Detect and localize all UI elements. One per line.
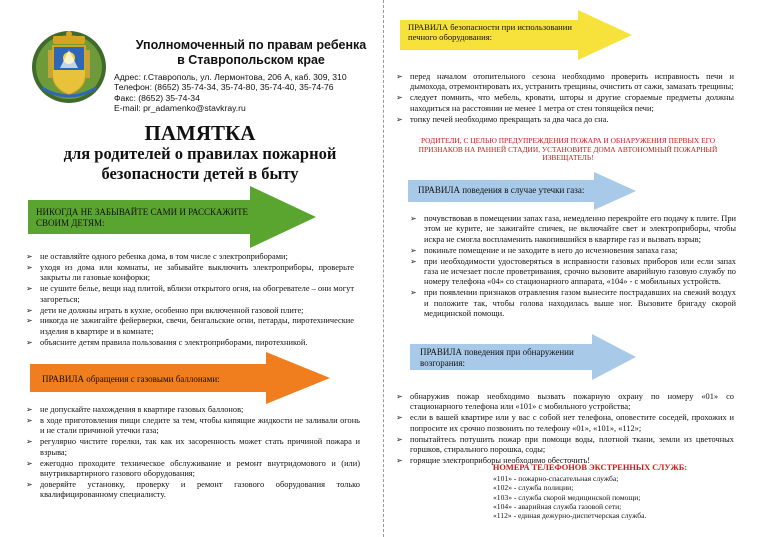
list-item: ➢ если в вашей квартире или у вас с собой нет телефона, оповестите соседей, прохожих и попросите их срочно позвонить по телефону «01», «101», «112»; (396, 413, 734, 434)
memo-subtitle-line2: безопасности детей в быту (101, 164, 299, 183)
contact-block (114, 72, 382, 114)
phone-item: «101» - пожарно-спасательная служба; (493, 474, 619, 483)
section-heading-gas-leak: ПРАВИЛА поведения в случае утечки газа: (418, 185, 585, 195)
emergency-phones-list (493, 474, 723, 520)
list-item: ➢ горящие электроприборы необходимо обесточить! (396, 456, 734, 466)
section-heading-fire: ПРАВИЛА поведения при обнаружении возгорания: (420, 347, 574, 368)
list-item: ➢ дети не должны играть в кухне, особенно при включенной газовой плите; (26, 306, 354, 316)
smoke-detector-warning: РОДИТЕЛИ, С ЦЕЛЬЮ ПРЕДУПРЕЖДЕНИЯ ПОЖАРА И ОБНАРУЖЕНИЯ ПЕРВЫХ ЕГО ПРИЗНАКОВ НА РАННЕЙ СТАДИИ, УСТАНОВИТЕ ДОМА АВТОНОМНЫЙ ПОЖАРНЫЙ ИЗВЕЩАТЕЛЬ! (418, 136, 718, 163)
list-item: ➢ объясните детям правила пользования с электроприборами, пиротехникой. (26, 338, 354, 348)
phone-item: «112» - единая дежурно-диспетчерская служба. (493, 511, 647, 521)
phone-item: «103» - служба скорой медицинской помощи; (493, 492, 641, 502)
list-item: ➢ перед началом отопительного сезона необходимо проверить исправность печи и дымохода, отремонтировать их, устранить трещины, очистить от сажи, замазать трещины; (396, 72, 734, 93)
org-title-line1: Уполномоченный по правам ребенка (135, 38, 367, 52)
list-item: ➢ следует помнить, что мебель, кровати, шторы и другие сгораемые предметы должны находиться на расстоянии не менее 1 метра от стен топящейся печи; (396, 93, 734, 114)
fold-divider (383, 0, 384, 537)
fire-list (396, 392, 734, 467)
list-item: ➢ ежегодно проходите техническое обслуживание и ремонт внутридомового и (или) внутриквартирного газового оборудования; (26, 459, 360, 480)
section-heading-never-forget: НИКОГДА НЕ ЗАБЫВАЙТЕ САМИ И РАССКАЖИТЕ СВОИМ ДЕТЯМ: (36, 207, 249, 228)
fax: Факс: (8652) 35-74-34 (114, 92, 200, 103)
gas-leak-list (410, 214, 736, 320)
list-item: ➢ топку печей необходимо прекращать за два часа до сна. (396, 115, 734, 125)
list-item: ➢ покиньте помещение и не заходите в него до исчезновения запаха газа; (410, 246, 736, 256)
phone-item: «102» - служба полиции; (493, 483, 574, 493)
list-item: ➢ доверяйте установку, проверку и ремонт газового оборудования только квалифицированному специалисту. (26, 480, 360, 501)
list-item: ➢ никогда не зажигайте фейерверки, свечи, бенгальские огни, петарды, пиротехнические изделия в квартире и в комнате; (26, 316, 354, 337)
list-item: ➢ уходя из дома или комнаты, не забывайте выключить электроприборы, проверьте закрыты ли газовые конфорки; (26, 263, 354, 284)
list-item: ➢ не допускайте нахождения в квартире газовых баллонов; (26, 405, 360, 415)
list-item: ➢ не оставляйте одного ребенка дома, в том числе с электроприборами; (26, 252, 354, 262)
phone-item: «104» - аварийная служба газовой сети; (493, 501, 622, 511)
list-item: ➢ при необходимости удостоверяться в исправности газовых приборов или если запах газа не исчезает после проветривания, срочно вызовите аварийную газовую службу по номеру телефона «04» со стационарного аппарата, «104» - с мобильных устройств. (410, 257, 736, 288)
memo-subtitle (10, 144, 390, 184)
list-item: ➢ при появлении признаков отравления газом вынесите пострадавших на свежий воздух и положите так, чтобы голова находилась выше ног. Вызовите бригаду скорой медицинской помощи. (410, 288, 736, 319)
list-item: ➢ почувствовав в помещении запах газа, немедленно перекройте его подачу к плите. При этом не курите, не зажигайте спичек, не включайте свет и электроприборы, чтобы искра не смогла воспламенить накопившийся в квартире газ и вызвать взрыв; (410, 214, 736, 245)
gas-cylinders-list (26, 405, 360, 501)
email: E-mail: pr_adamenko@stavkray.ru (114, 103, 246, 114)
address: Адрес: г.Ставрополь, ул. Лермонтова, 206 А, каб. 309, 310 (114, 72, 347, 82)
list-item: ➢ регулярно чистите горелки, так как их засоренность может стать причиной пожара и взрыва; (26, 437, 360, 458)
emergency-phones-title: НОМЕРА ТЕЛЕФОНОВ ЭКСТРЕННЫХ СЛУЖБ: (492, 463, 688, 472)
phone: Телефон: (8652) 35-74-34, 35-74-80, 35-74-40, 35-74-76 (114, 82, 334, 93)
list-item: ➢ не сушите белье, вещи над плитой, вблизи открытого огня, на обогревателе – они могут загореться; (26, 284, 354, 305)
memo-title: ПАМЯТКА (144, 121, 256, 145)
list-item: ➢ обнаружив пожар необходимо вызвать пожарную охрану по номеру «01» со стационарного телефона или «101» с мобильного устройства; (396, 392, 734, 413)
memo-subtitle-line1: для родителей о правилах пожарной (63, 144, 337, 163)
section-heading-gas-cylinders: ПРАВИЛА обращения с газовыми баллонами: (42, 374, 220, 384)
org-title (126, 38, 376, 68)
list-item: ➢ в ходе приготовления пищи следите за тем, чтобы кипящие жидкости не заливали огонь и не стали причиной утечки газа; (26, 416, 360, 437)
org-title-line2: в Ставропольском крае (177, 53, 325, 67)
never-forget-list (26, 252, 354, 349)
stove-list (396, 72, 734, 126)
list-item: ➢ попытайтесь потушить пожар при помощи воды, плотной ткани, земли из цветочных горшков, стирального порошка, соды; (396, 435, 734, 456)
coat-of-arms-icon (30, 28, 108, 106)
section-heading-stove: ПРАВИЛА безопасности при использовании печного оборудования: (408, 22, 572, 42)
